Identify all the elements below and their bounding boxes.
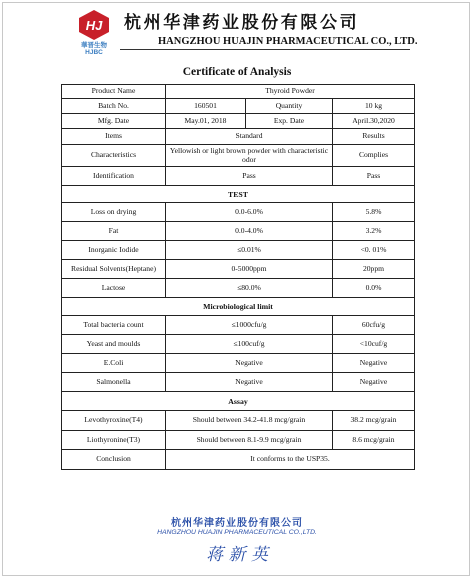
table-row <box>62 260 414 279</box>
exp-value: April.30,2020 <box>352 115 395 125</box>
row-standard: 0.0-6.0% <box>166 203 333 221</box>
row-standard: Pass <box>166 167 333 185</box>
row-item: Salmonella <box>62 373 166 391</box>
row-standard: Negative <box>166 354 333 372</box>
table-row <box>62 203 414 222</box>
batch-label: Batch No. <box>62 99 166 113</box>
conclusion-value: It conforms to the USP35. <box>250 454 330 464</box>
table-row <box>62 411 414 431</box>
section-header-assay <box>62 392 414 411</box>
row-standard: 0.0-4.0% <box>166 222 333 240</box>
conclusion-label: Conclusion <box>62 450 166 469</box>
row-item: Inorganic Iodide <box>62 241 166 259</box>
company-name-en: HANGZHOU HUAJIN PHARMACEUTICAL CO., LTD. <box>158 36 418 47</box>
logo-caption-en: HJBC <box>85 49 103 56</box>
row-standard: Should between 8.1-9.9 mcg/grain <box>166 431 333 449</box>
row-item: Loss on drying <box>62 203 166 221</box>
row-item: E.Coli <box>62 354 166 372</box>
table-header-row <box>62 129 414 145</box>
section-title: TEST <box>228 189 248 199</box>
row-standard: ≤80.0% <box>166 279 333 297</box>
header-items: Items <box>62 129 166 144</box>
header-results: Results <box>362 131 385 141</box>
row-result: <0. 01% <box>360 244 387 254</box>
document-title: Certificate of Analysis <box>182 66 292 78</box>
header-divider <box>120 49 410 50</box>
table-row-dates <box>62 114 414 129</box>
row-result: 38.2 mcg/grain <box>350 415 397 425</box>
row-standard: ≤1000cfu/g <box>166 316 333 334</box>
row-item: Fat <box>62 222 166 240</box>
row-item: Characteristics <box>62 145 166 166</box>
footer-company-cn: 杭州华津药业股份有限公司 <box>171 518 303 529</box>
row-result: 5.8% <box>365 206 382 216</box>
row-item: Yeast and moulds <box>62 335 166 353</box>
row-standard: Should between 34.2-41.8 mcg/grain <box>166 411 333 430</box>
row-item: Levothyroxine(T4) <box>62 411 166 430</box>
mfg-value: May.01, 2018 <box>166 114 246 128</box>
row-standard: 0-5000ppm <box>166 260 333 278</box>
row-result: 0.0% <box>365 282 382 292</box>
table-row <box>62 354 414 373</box>
row-standard: ≤100cuf/g <box>166 335 333 353</box>
table-row <box>62 145 414 167</box>
row-result: 8.6 mcg/grain <box>352 434 395 444</box>
row-standard: Yellowish or light brown powder with characteristic odor <box>166 145 333 166</box>
table-row <box>62 167 414 186</box>
row-result: 60cfu/g <box>361 319 386 329</box>
table-row <box>62 373 414 392</box>
row-item: Liothyronine(T3) <box>62 431 166 449</box>
table-row <box>62 316 414 335</box>
table-row <box>62 222 414 241</box>
row-result: 20ppm <box>362 263 385 273</box>
mfg-label: Mfg. Date <box>62 114 166 128</box>
company-name-cn: 杭州华津药业股份有限公司 <box>124 13 360 33</box>
footer-company-en: HANGZHOU HUAJIN PHARMACEUTICAL CO.,LTD. <box>157 529 317 536</box>
row-result: <10cuf/g <box>359 338 388 348</box>
logo-letters: HJ <box>85 18 103 33</box>
analysis-table <box>61 84 415 470</box>
table-row <box>62 335 414 354</box>
section-header-micro <box>62 298 414 316</box>
row-result: Complies <box>358 150 389 160</box>
table-row-conclusion <box>62 450 414 469</box>
row-result: Negative <box>359 376 388 386</box>
row-item: Residual Solvents(Heptane) <box>62 260 166 278</box>
section-title: Microbiological limit <box>203 302 273 311</box>
header-standard: Standard <box>166 129 333 144</box>
row-item: Lactose <box>62 279 166 297</box>
section-header-test <box>62 186 414 203</box>
batch-value: 160501 <box>166 99 246 113</box>
logo-caption-cn: 華晋生物 <box>81 42 107 49</box>
quantity-value: 10 kg <box>364 100 383 110</box>
table-row <box>62 431 414 450</box>
table-row-product <box>62 85 414 99</box>
row-item: Total bacteria count <box>62 316 166 334</box>
row-result: Negative <box>359 357 388 367</box>
exp-label: Exp. Date <box>246 114 333 128</box>
product-value: Thyroid Powder <box>265 86 315 96</box>
signature <box>192 538 282 568</box>
row-standard: ≤0.01% <box>166 241 333 259</box>
row-result: Pass <box>366 170 381 180</box>
table-row-batch <box>62 99 414 114</box>
product-label: Product Name <box>62 85 166 98</box>
row-item: Identification <box>62 167 166 185</box>
company-logo <box>76 8 112 42</box>
section-title: Assay <box>228 396 248 406</box>
logo-caption <box>76 42 112 56</box>
table-row <box>62 241 414 260</box>
signature-text: 蒋 新 英 <box>206 545 268 565</box>
row-result: 3.2% <box>365 225 382 235</box>
row-standard: Negative <box>166 373 333 391</box>
table-row <box>62 279 414 298</box>
quantity-label: Quantity <box>246 99 333 113</box>
